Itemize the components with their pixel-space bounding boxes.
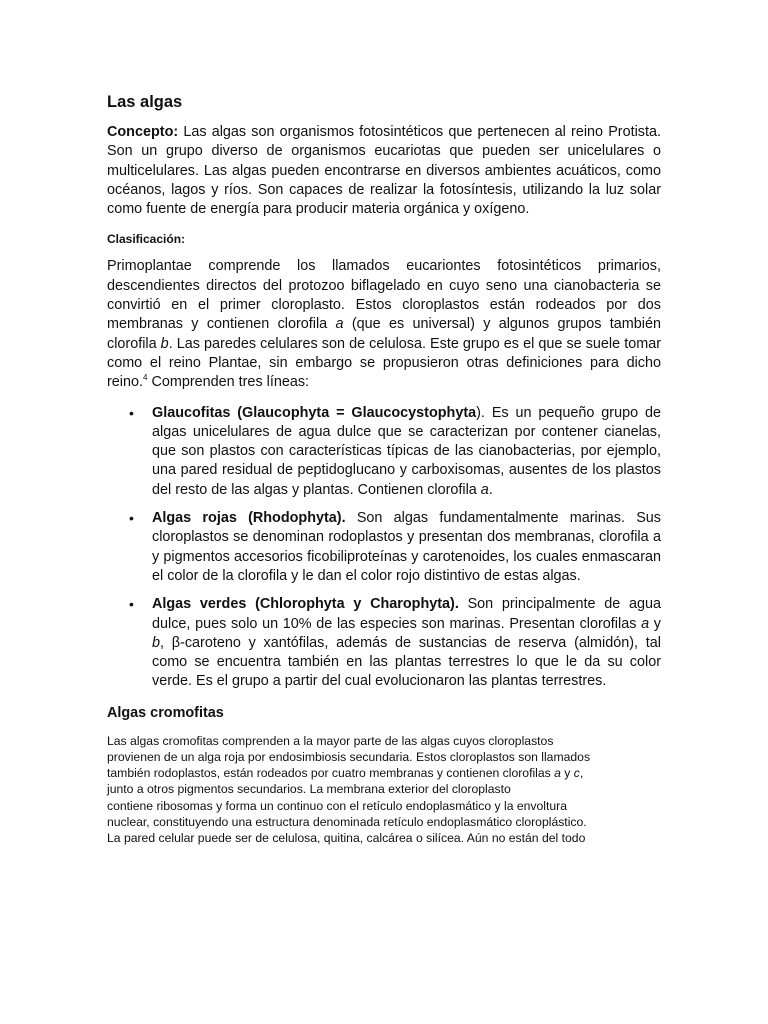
clasificacion-text-2: (que es universal) y algunos grupos también clorofila xyxy=(107,316,661,352)
concepto-label: Concepto: xyxy=(107,124,179,140)
cromofitas-a-italic: a xyxy=(554,766,561,781)
concepto-paragraph xyxy=(107,123,661,219)
clasificacion-text-3: . Las paredes celulares son de celulosa. Este grupo es el que se suele tomar como el reino Plantae, sin embargo se propusieron otras definiciones para dicho reino. xyxy=(107,335,661,391)
bullet-icon: • xyxy=(129,404,134,421)
algas-verdes-a-italic: a xyxy=(641,615,650,632)
bullet-icon: • xyxy=(129,510,134,527)
clorofila-a-italic: a xyxy=(335,316,344,333)
cromofitas-line-1: Las algas cromofitas comprenden a la mayor parte de las algas cuyos cloroplastos xyxy=(107,733,554,748)
list-item-glaucofitas xyxy=(107,404,661,500)
cromofitas-line-5: contiene ribosomas y forma un continuo con el retículo endoplasmático y la envoltura xyxy=(107,798,567,813)
cromofitas-line-3 xyxy=(107,765,661,781)
document-content xyxy=(107,90,661,846)
algas-rojas-text: Son algas fundamentalmente marinas. Sus cloroplastos se denominan rodoplastos y presentan dos membranas, clorofila a y pigmentos accesorios ficobiliproteínas y carotenoides, los cuales enmascaran el color de la clorofila y le dan el color rojo distintivo de estas algas. xyxy=(152,510,661,584)
bullet-icon: • xyxy=(129,596,134,613)
clorofila-b-italic: b xyxy=(160,335,169,352)
cromofitas-comma: , xyxy=(579,766,584,781)
clasificacion-paragraph xyxy=(107,257,661,392)
glaucofitas-title: Glaucofitas (Glaucophyta = Glaucocystophyta xyxy=(152,404,477,421)
glaucofitas-text: ). Es un pequeño grupo de algas unicelulares de agua dulce que se caracterizan por contener cianelas, que son plastos con características típicas de las cianobacterias, por ejemplo, una pared residual de peptidoglucano y carboxisomas, ausentes de los plastos del resto de las algas y plantas. Contienen clorofila xyxy=(152,404,661,498)
cromofitas-line-7: La pared celular puede ser de celulosa, quitina, calcárea o silícea. Aún no están del todo xyxy=(107,830,586,845)
clasificacion-text-1: Primoplantae comprende los llamados eucariontes fotosintéticos primarios, descendientes directos del protozoo biflagelado en cuyo seno una cianobacteria se convirtió en el primer cloroplasto. Estos cloroplastos están rodeados por dos membranas y contienen clorofila xyxy=(107,258,661,333)
list-item-algas-rojas xyxy=(107,509,661,586)
algas-verdes-b-italic: b xyxy=(152,634,161,651)
cromofitas-line-3-text: también rodoplastos, están rodeados por cuatro membranas y contienen clorofilas xyxy=(107,766,555,781)
cromofitas-line-2: provienen de un alga roja por endosimbiosis secundaria. Estos cloroplastos son llamados xyxy=(107,749,591,764)
clasificacion-heading: Clasificación: xyxy=(107,232,186,247)
list-item-algas-verdes xyxy=(107,595,661,691)
glaucofitas-a-italic: a xyxy=(480,481,489,498)
cromofitas-line-4: junto a otros pigmentos secundarios. La membrana exterior del cloroplasto xyxy=(107,782,511,797)
cromofitas-y: y xyxy=(560,766,574,781)
clasificacion-text-4: Comprenden tres líneas: xyxy=(147,374,310,391)
cromofitas-paragraph xyxy=(107,733,661,846)
glaucofitas-end: . xyxy=(488,481,493,498)
cromofitas-line-6: nuclear, constituyendo una estructura denominada retículo endoplasmático cloroplástico. xyxy=(107,814,587,829)
cromofitas-heading: Algas cromofitas xyxy=(107,704,224,721)
lineas-list xyxy=(107,404,661,692)
page-title: Las algas xyxy=(107,93,183,111)
algas-verdes-text-1: Son principalmente de agua dulce, pues solo un 10% de las especies son marinas. Presentan clorofilas xyxy=(152,596,661,632)
concepto-text: Las algas son organismos fotosintéticos que pertenecen al reino Protista. Son un grupo diverso de organismos eucariotas que pueden ser unicelulares o multicelulares. Las algas pueden encontrarse en diversos ambientes acuáticos, como océanos, lagos y ríos. Son capaces de realizar la fotosíntesis, utilizando la luz solar como fuente de energía para producir materia orgánica y oxígeno. xyxy=(107,124,661,218)
algas-verdes-text-2: , β-caroteno y xantófilas, además de sustancias de reserva (almidón), tal como se encuentra también en las plantas terrestres lo que le da su color verde. Es el grupo a partir del cual evolucionaron las plantas terrestres. xyxy=(152,634,661,690)
algas-rojas-title: Algas rojas (Rhodophyta). xyxy=(152,510,346,527)
footnote-ref: 4 xyxy=(143,373,148,383)
algas-verdes-y: y xyxy=(649,615,661,632)
algas-verdes-title: Algas verdes (Chlorophyta y Charophyta). xyxy=(152,596,459,613)
cromofitas-c-italic: c xyxy=(573,766,580,781)
